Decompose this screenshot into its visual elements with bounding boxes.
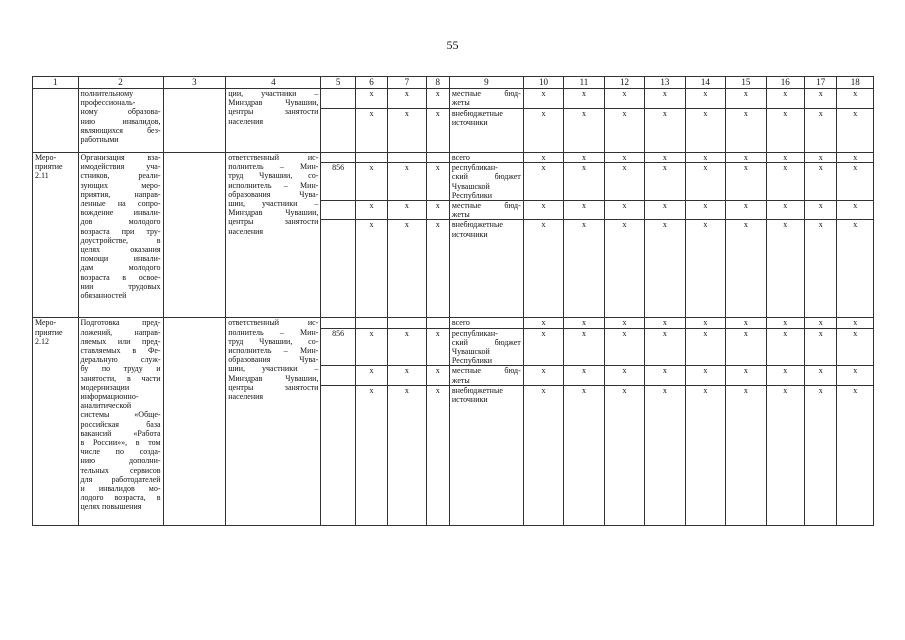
text-line: возраста при тру- [80,226,161,236]
value-cell: x [604,109,644,153]
value-cell: x [766,366,804,385]
budget-code-cell [321,318,355,328]
value-cell: x [645,163,685,201]
value-cell: x [726,109,766,153]
value-cell: x [523,220,563,318]
code-cell: x [426,89,449,109]
text-line: внебюджетные [451,385,503,395]
value-cell: x [726,163,766,201]
value-cell: x [604,89,644,109]
code-cell: x [426,366,449,385]
column-number-7: 7 [388,77,426,89]
funding-source-cell [449,153,523,163]
code-cell: x [355,328,387,366]
value-cell: x [564,163,604,201]
text-line: полнительному [80,89,134,98]
value-cell: x [766,109,804,153]
funding-source-cell [449,328,523,366]
value-cell: x [564,318,604,328]
text-line: внебюджетные [451,220,503,230]
text-line: шии, участники – [228,199,319,209]
value-cell: x [766,89,804,109]
text-line: приятие [35,162,63,172]
text-line: центры занятости [228,107,319,117]
program-table [32,76,874,526]
text-line: профессиональ- [80,98,136,108]
text-line: полнитель – Мин- [228,327,319,337]
table-row [33,89,874,109]
text-line: тельных сервисов [80,465,161,475]
text-line: российская база [80,419,161,429]
text-line: Республики [451,190,493,200]
code-cell [388,153,426,163]
value-cell: x [837,89,874,109]
value-cell: x [766,328,804,366]
value-cell: x [837,385,874,525]
column-3-cell [163,89,226,153]
text-line: Республики [451,356,493,366]
text-line: республикан- [451,328,498,338]
column-number-16: 16 [766,77,804,89]
budget-code-cell [321,89,355,109]
code-cell: x [426,201,449,220]
event-number-cell [33,318,79,525]
value-cell: x [726,220,766,318]
value-cell: x [805,89,837,109]
text-line: информационно- [80,392,139,402]
text-line: модернизации [80,382,130,392]
funding-source-cell [449,220,523,318]
value-cell: x [604,220,644,318]
value-cell: x [645,153,685,163]
value-cell: x [685,318,725,328]
text-line: исполнитель – Мин- [228,180,319,190]
value-cell: x [564,89,604,109]
text-line: Минздрав Чувашии, [228,98,319,108]
value-cell: x [805,163,837,201]
value-cell: x [604,153,644,163]
text-line: жеты [451,210,470,220]
column-number-2: 2 [78,77,163,89]
column-number-13: 13 [645,77,685,89]
value-cell: x [837,109,874,153]
text-line: ответственный ис- [228,153,319,162]
code-cell: x [388,385,426,525]
text-line: обязанностей [80,291,127,301]
text-line: приятия, направ- [80,189,161,199]
value-cell: x [837,153,874,163]
value-cell: x [805,385,837,525]
text-line: ляемых или пред- [80,336,161,346]
text-line: лодого возраста, в [80,493,161,503]
text-line: целях оказания [80,245,161,255]
text-line: источники [451,118,488,128]
text-line: Подготовка пред- [80,318,161,328]
text-line: Меро- [35,153,57,162]
value-cell: x [564,201,604,220]
text-line: нии трудовых [80,281,161,291]
value-cell: x [564,366,604,385]
column-number-6: 6 [355,77,387,89]
text-line: ответственный ис- [228,318,319,328]
value-cell: x [837,220,874,318]
text-line: дам молодого [80,263,161,273]
text-line: местные бюд- [451,201,521,211]
text-line: и инвалидов мо- [80,484,161,494]
column-number-12: 12 [604,77,644,89]
value-cell: x [523,318,563,328]
value-cell: x [805,220,837,318]
text-line: ский бюджет [451,172,521,182]
value-cell: x [645,109,685,153]
value-cell: x [523,385,563,525]
text-line: исполнитель – Мин- [228,346,319,356]
code-cell [426,318,449,328]
text-line: образования Чува- [228,189,319,199]
text-line: ложений, направ- [80,327,161,337]
event-description-cell [78,153,163,318]
value-cell: x [766,153,804,163]
text-line: ленные на сопро- [80,199,161,209]
code-cell: x [426,385,449,525]
code-cell: x [355,201,387,220]
text-line: ному образова- [80,107,161,117]
text-line: возраста в освое- [80,272,161,282]
value-cell: x [805,201,837,220]
text-line: помощи инвали- [80,254,161,264]
text-line: системы «Обще- [80,410,161,420]
value-cell: x [837,328,874,366]
code-cell: x [388,201,426,220]
executors-cell [226,89,321,153]
event-description-cell [78,89,163,153]
text-line: ставляемых в Фе- [80,346,161,356]
text-line: целях повышения [80,502,142,512]
text-line: ский бюджет [451,337,521,347]
event-number-cell [33,89,79,153]
column-number-5: 5 [321,77,355,89]
value-cell: x [523,153,563,163]
column-number-17: 17 [805,77,837,89]
text-line: дов молодого [80,217,161,227]
text-line: Чувашской [451,347,490,357]
text-line: республикан- [451,163,498,173]
code-cell: x [388,220,426,318]
text-line: вождение инвали- [80,208,161,218]
value-cell: x [805,318,837,328]
value-cell: x [604,163,644,201]
code-cell: x [426,163,449,201]
text-line: в России»», в том [80,438,161,448]
text-line: аналитической [80,401,132,411]
value-cell: x [685,220,725,318]
page-number: 55 [446,38,459,52]
code-cell: x [388,163,426,201]
funding-source-cell [449,366,523,385]
text-line: центры занятости [228,382,319,392]
code-cell [355,318,387,328]
text-line: полнитель – Мин- [228,162,319,172]
value-cell: x [685,328,725,366]
value-cell: x [645,220,685,318]
text-line: нию дополни- [80,456,161,466]
text-line: центры занятости [228,217,319,227]
value-cell: x [604,366,644,385]
value-cell: x [523,163,563,201]
text-line: нию инвалидов, [80,116,161,126]
funding-source-cell [449,163,523,201]
event-description-cell [78,318,163,525]
funding-source-cell [449,201,523,220]
value-cell: x [645,385,685,525]
text-line: числе по созда- [80,447,161,457]
value-cell: x [645,328,685,366]
code-cell: x [355,366,387,385]
text-line: труд Чувашии, со- [228,171,319,181]
value-cell: x [805,153,837,163]
value-cell: x [523,366,563,385]
text-line: Меро- [35,318,57,328]
text-line: населения [228,116,264,126]
value-cell: x [564,385,604,525]
value-cell: x [726,328,766,366]
column-number-18: 18 [837,77,874,89]
budget-code-cell: 856 [321,328,355,366]
value-cell: x [685,109,725,153]
value-cell: x [604,328,644,366]
value-cell: x [645,366,685,385]
text-line: Чувашской [451,181,490,191]
code-cell: x [355,163,387,201]
value-cell: x [726,89,766,109]
code-cell: x [388,89,426,109]
value-cell: x [726,366,766,385]
code-cell: x [388,366,426,385]
text-line: стников, реали- [80,171,161,181]
column-number-11: 11 [564,77,604,89]
text-line: деральную служ- [80,355,161,365]
value-cell: x [766,201,804,220]
value-cell: x [837,318,874,328]
code-cell [355,153,387,163]
value-cell: x [685,163,725,201]
funding-source-cell [449,109,523,153]
text-line: доустройстве, в [80,235,161,245]
value-cell: x [837,163,874,201]
value-cell: x [523,201,563,220]
text-line: жеты [451,98,470,108]
budget-code-cell [321,366,355,385]
value-cell: x [604,318,644,328]
value-cell: x [837,366,874,385]
value-cell: x [805,328,837,366]
column-3-cell [163,318,226,525]
text-line: жеты [451,375,470,385]
text-line: являющихся без- [80,125,161,135]
budget-code-cell [321,201,355,220]
text-line: имодействия уча- [80,162,161,172]
value-cell: x [837,201,874,220]
value-cell: x [685,385,725,525]
code-cell: x [355,109,387,153]
text-line: бу по труду и [80,364,161,374]
value-cell: x [766,163,804,201]
text-line: шии, участники – [228,364,319,374]
column-3-cell [163,153,226,318]
text-line: населения [228,226,264,236]
text-line: Минздрав Чувашии, [228,208,319,218]
table-row [33,153,874,163]
code-cell [388,318,426,328]
funding-source-cell [449,385,523,525]
value-cell: x [523,328,563,366]
value-cell: x [726,201,766,220]
text-line: 2.12 [35,336,49,346]
text-line: для работодателей [80,474,161,484]
funding-source-cell [449,318,523,328]
text-line: Минздрав Чувашии, [228,373,319,383]
value-cell: x [726,153,766,163]
text-line: местные бюд- [451,89,521,98]
column-number-10: 10 [523,77,563,89]
text-line: ции, участники – [228,89,319,98]
value-cell: x [805,366,837,385]
text-line: работными [80,135,119,145]
text-line: местные бюд- [451,366,521,376]
code-cell: x [426,328,449,366]
budget-code-cell [321,220,355,318]
code-cell: x [355,89,387,109]
code-cell: x [355,220,387,318]
value-cell: x [645,201,685,220]
code-cell: x [388,109,426,153]
value-cell: x [645,318,685,328]
value-cell: x [726,318,766,328]
executors-cell [226,318,321,525]
column-number-9: 9 [449,77,523,89]
value-cell: x [604,385,644,525]
column-number-row [33,77,874,89]
executors-cell [226,153,321,318]
text-line: всего [451,318,470,328]
text-line: всего [451,153,470,162]
text-line: населения [228,392,264,402]
value-cell: x [604,201,644,220]
text-line: образования Чува- [228,355,319,365]
value-cell: x [726,385,766,525]
budget-code-cell [321,109,355,153]
value-cell: x [523,89,563,109]
text-line: источники [451,229,488,239]
value-cell: x [685,89,725,109]
funding-source-cell [449,89,523,109]
event-number-cell [33,153,79,318]
column-number-4: 4 [226,77,321,89]
text-line: труд Чувашии, со- [228,336,319,346]
text-line: занятости, в части [80,373,161,383]
value-cell: x [766,385,804,525]
value-cell: x [564,153,604,163]
value-cell: x [805,109,837,153]
text-line: приятие [35,327,63,337]
text-line: внебюджетные [451,109,503,118]
code-cell: x [388,328,426,366]
value-cell: x [564,109,604,153]
code-cell [426,153,449,163]
value-cell: x [523,109,563,153]
budget-code-cell [321,385,355,525]
budget-code-cell [321,153,355,163]
text-line: источники [451,395,488,405]
column-number-1: 1 [33,77,79,89]
text-line: вакансий «Работа [80,428,161,438]
code-cell: x [426,109,449,153]
value-cell: x [645,89,685,109]
text-line: Организация вза- [80,153,161,162]
column-number-14: 14 [685,77,725,89]
value-cell: x [766,318,804,328]
value-cell: x [685,201,725,220]
column-number-15: 15 [726,77,766,89]
table-row [33,318,874,328]
column-number-8: 8 [426,77,449,89]
value-cell: x [685,366,725,385]
code-cell: x [426,220,449,318]
value-cell: x [685,153,725,163]
text-line: зующих меро- [80,180,161,190]
code-cell: x [355,385,387,525]
value-cell: x [564,328,604,366]
value-cell: x [564,220,604,318]
value-cell: x [766,220,804,318]
budget-code-cell: 856 [321,163,355,201]
text-line: 2.11 [35,171,49,181]
column-number-3: 3 [163,77,226,89]
